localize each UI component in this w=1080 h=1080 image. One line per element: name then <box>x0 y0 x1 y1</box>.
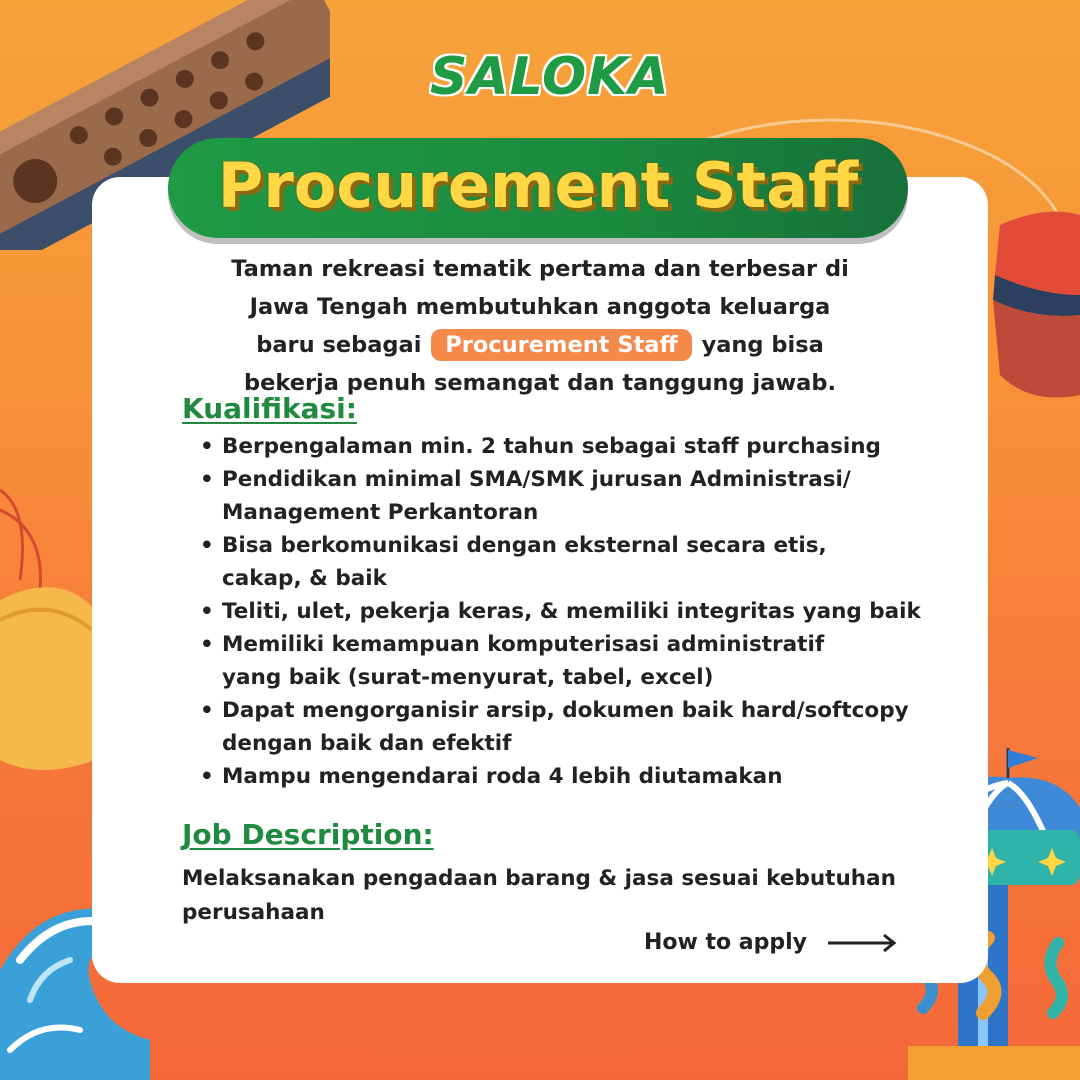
intro-line: bekerja penuh semangat dan tanggung jawab. <box>243 370 837 396</box>
list-item: • Teliti, ulet, pekerja keras, & memiliki integritas yang baik <box>222 595 942 628</box>
intro-paragraph <box>200 250 880 402</box>
arrow-right-icon <box>826 931 898 955</box>
list-item: • Memiliki kemampuan komputerisasi administratif yang baik (surat-menyurat, tabel, excel) <box>222 628 882 694</box>
intro-text: baru sebagai <box>256 332 422 358</box>
job-description-heading: Job Description: <box>182 818 434 851</box>
list-item: • Bisa berkomunikasi dengan eksternal secara etis, cakap, & baik <box>222 529 902 595</box>
intro-line <box>200 326 880 364</box>
drum-illustration <box>985 205 1080 405</box>
intro-line: Taman rekreasi tematik pertama dan terbesar di <box>231 256 849 282</box>
list-item: • Mampu mengendarai roda 4 lebih diutamakan <box>222 760 942 793</box>
job-description-text: Melaksanakan pengadaan barang & jasa sesuai kebutuhan perusahaan <box>182 866 896 925</box>
intro-line: Jawa Tengah membutuhkan anggota keluarga <box>249 294 831 320</box>
list-item: • Berpengalaman min. 2 tahun sebagai staff purchasing <box>222 430 942 463</box>
list-item: • Pendidikan minimal SMA/SMK jurusan Administrasi/ Management Perkantoran <box>222 463 862 529</box>
intro-text: yang bisa <box>701 332 824 358</box>
saloka-logo: SALOKA <box>430 47 670 107</box>
position-highlight: Procurement Staff <box>431 329 691 361</box>
list-item: • Dapat mengorganisir arsip, dokumen baik hard/softcopy dengan baik dan efektif <box>222 694 912 760</box>
page-title: Procurement Staff <box>217 149 859 222</box>
how-to-apply-label: How to apply <box>644 930 808 955</box>
qualifications-list <box>200 430 942 793</box>
bell-illustration <box>0 470 100 780</box>
qualifications-heading: Kualifikasi: <box>182 392 357 425</box>
